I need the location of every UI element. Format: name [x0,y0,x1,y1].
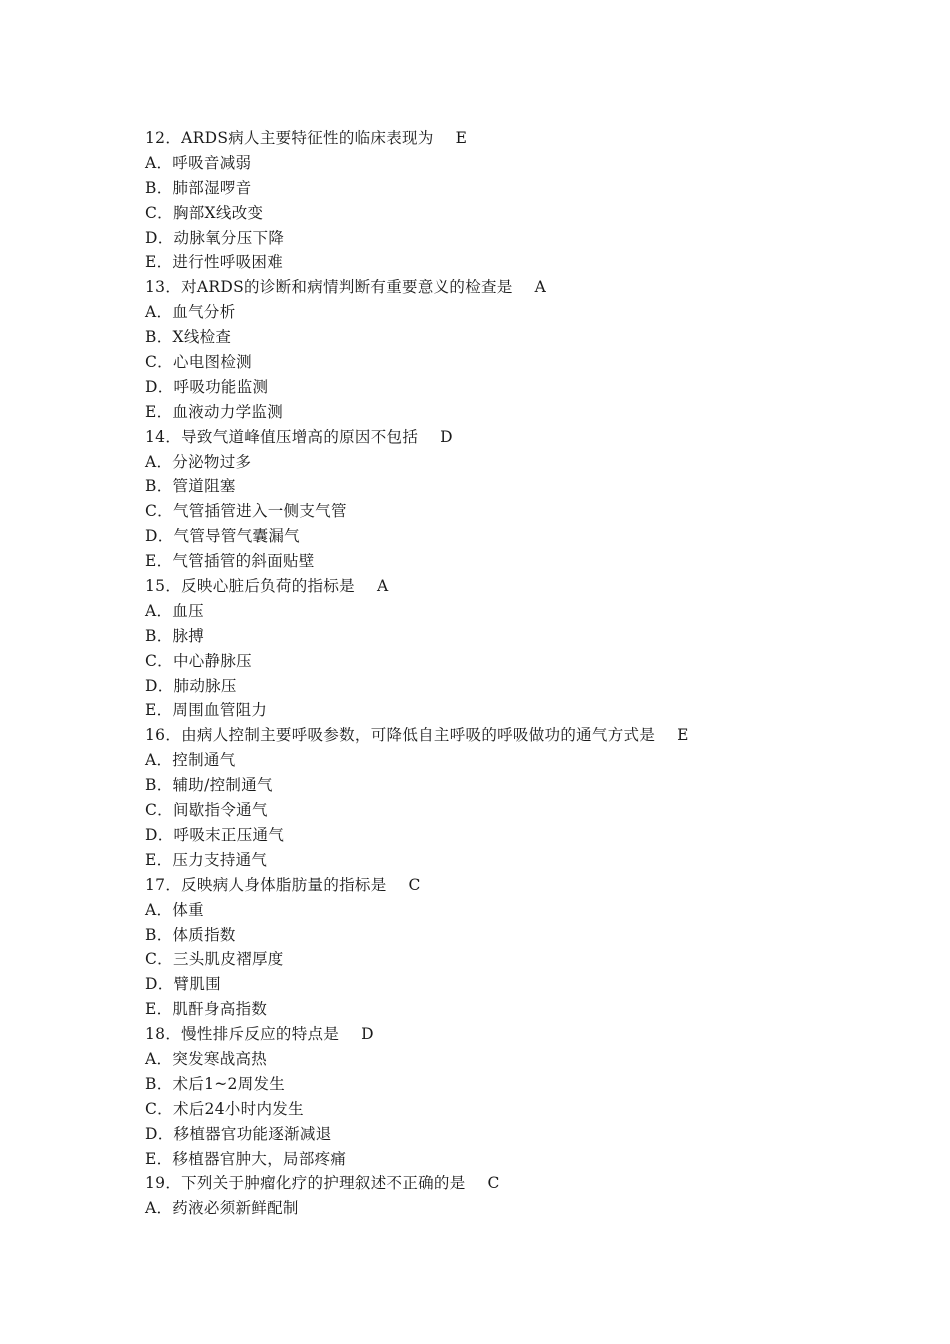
question-text: 19．下列关于肿瘤化疗的护理叙述不正确的是 [145,1174,466,1193]
question-text: 13．对ARDS的诊断和病情判断有重要意义的检查是 [145,278,513,297]
option: D．肺动脉压 [145,676,237,695]
answer-key: D [440,427,453,446]
option: A．分泌物过多 [145,452,252,471]
option: B．术后1~2周发生 [145,1074,286,1093]
answer-key: C [408,875,421,894]
answer-key: E [455,129,468,147]
option: A．体重 [145,900,204,919]
option: A．控制通气 [145,751,236,770]
option: D．呼吸功能监测 [145,377,269,396]
option: D．动脉氧分压下降 [145,228,285,247]
option: A．血气分析 [145,303,236,322]
question-stem [145,126,845,151]
option: A．突发寒战高热 [145,1049,268,1068]
option: D．呼吸末正压通气 [145,825,285,844]
option: B．管道阻塞 [145,477,236,496]
option: D．移植器官功能逐渐减退 [145,1124,332,1143]
question-text: 18．慢性排斥反应的特点是 [145,1025,340,1044]
option: D．臂肌围 [145,975,221,994]
option: C．术后24小时内发生 [145,1099,304,1118]
question-stem [145,1022,845,1047]
answer-key: A [376,577,389,596]
option: D．气管导管气囊漏气 [145,527,300,546]
question-text: 14．导致气道峰值压增高的原因不包括 [145,427,419,446]
option: E．周围血管阻力 [145,701,268,720]
question-stem [145,275,845,300]
option: E．移植器官肿大，局部疼痛 [145,1149,347,1168]
question-stem [145,873,845,898]
option: A．血压 [145,601,204,620]
option: B．X线检查 [145,328,232,347]
option: C．心电图检测 [145,353,252,372]
option: C．气管插管进入一侧支气管 [145,502,347,521]
question-list [145,126,845,1221]
option: A．呼吸音减弱 [145,153,252,172]
option: E．血液动力学监测 [145,402,284,421]
option: C．间歇指令通气 [145,801,268,820]
option: B．肺部湿啰音 [145,178,252,197]
question-stem [145,1171,845,1196]
option: E．肌酐身高指数 [145,1000,268,1019]
answer-key: A [534,278,547,297]
question-text: 16．由病人控制主要呼吸参数，可降低自主呼吸的呼吸做功的通气方式是 [145,726,656,745]
answer-key: D [361,1025,374,1044]
option: C．三头肌皮褶厚度 [145,950,284,969]
option: A．药液必须新鲜配制 [145,1199,299,1218]
question-text: 15．反映心脏后负荷的指标是 [145,577,355,596]
question-stem [145,425,845,450]
option: B．辅助/控制通气 [145,776,273,795]
option: E．进行性呼吸困难 [145,253,284,272]
question-text: 17．反映病人身体脂肪量的指标是 [145,875,387,894]
option: E．压力支持通气 [145,850,268,869]
answer-key: E [677,726,689,745]
question-stem [145,574,845,599]
option: C．胸部X线改变 [145,203,264,222]
answer-key: C [487,1174,500,1193]
option: B．脉搏 [145,626,205,645]
question-text: 12．ARDS病人主要特征性的临床表现为 [145,129,434,147]
question-stem [145,723,845,748]
option: B．体质指数 [145,925,236,944]
option: E．气管插管的斜面贴壁 [145,552,315,571]
option: C．中心静脉压 [145,651,252,670]
